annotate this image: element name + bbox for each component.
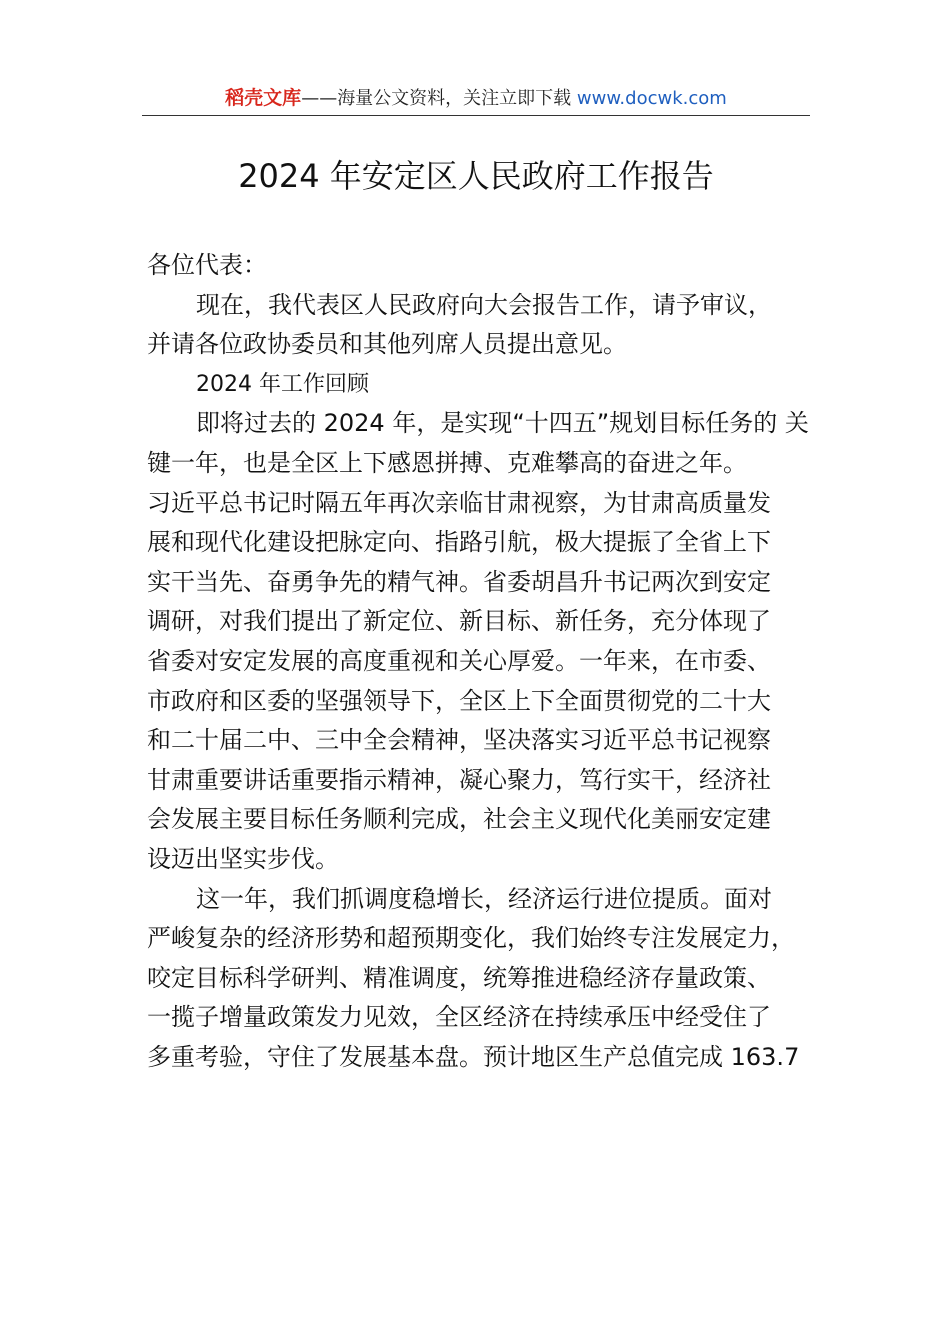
paragraph-line: 咬定目标科学研判、精准调度，统筹推进稳经济存量政策、	[147, 963, 771, 992]
document-header	[142, 84, 810, 114]
paragraph-line: 并请各位政协委员和其他列席人员提出意见。	[147, 330, 627, 359]
header-divider	[142, 115, 810, 116]
paragraph-line: 省委对安定发展的高度重视和关心厚爱。一年来，在市委、	[147, 646, 771, 675]
document-body	[147, 246, 827, 1077]
paragraph-line: 一揽子增量政策发力见效，全区经济在持续承压中经受住了	[147, 1003, 771, 1032]
paragraph-line: 甘肃重要讲话重要指示精神，凝心聚力，笃行实干，经济社	[147, 765, 771, 794]
salutation: 各位代表：	[147, 251, 267, 279]
header-slogan: ——海量公文资料，关注立即下载	[301, 88, 577, 109]
brand-logo-text: 稻壳文库	[225, 87, 302, 109]
paragraph-line: 会发展主要目标任务顺利完成，社会主义现代化美丽安定建	[147, 805, 771, 834]
paragraph-line: 这一年，我们抓调度稳增长，经济运行进位提质。面对	[196, 884, 772, 913]
paragraph-line: 展和现代化建设把脉定向、指路引航，极大提振了全省上下	[147, 528, 771, 557]
paragraph-line: 市政府和区委的坚强领导下，全区上下全面贯彻党的二十大	[147, 686, 771, 715]
section-heading: 2024 年工作回顾	[196, 371, 369, 397]
paragraph-line: 现在，我代表区人民政府向大会报告工作，请予审议，	[196, 290, 772, 319]
paragraph-line: 调研，对我们提出了新定位、新目标、新任务，充分体现了	[147, 607, 771, 636]
paragraph-line: 严峻复杂的经济形势和超预期变化，我们始终专注发展定力，	[147, 924, 795, 953]
paragraph-line: 设迈出坚实步伐。	[147, 844, 339, 873]
paragraph-line: 和二十届二中、三中全会精神，坚决落实习近平总书记视察	[147, 726, 771, 755]
document-title: 2024 年安定区人民政府工作报告	[238, 157, 714, 195]
paragraph-line: 键一年，也是全区上下感恩拼搏、克难攀高的奋进之年。	[147, 448, 747, 477]
header-url-link[interactable]: www.docwk.com	[576, 88, 727, 109]
paragraph-line: 多重考验，守住了发展基本盘。预计地区生产总值完成 163.7	[147, 1042, 800, 1071]
paragraph-line: 即将过去的 2024 年，是实现“十四五”规划目标任务的 关	[196, 409, 809, 438]
paragraph-line: 习近平总书记时隔五年再次亲临甘肃视察，为甘肃高质量发	[147, 488, 771, 517]
paragraph-line: 实干当先、奋勇争先的精气神。省委胡昌升书记两次到安定	[147, 567, 771, 596]
